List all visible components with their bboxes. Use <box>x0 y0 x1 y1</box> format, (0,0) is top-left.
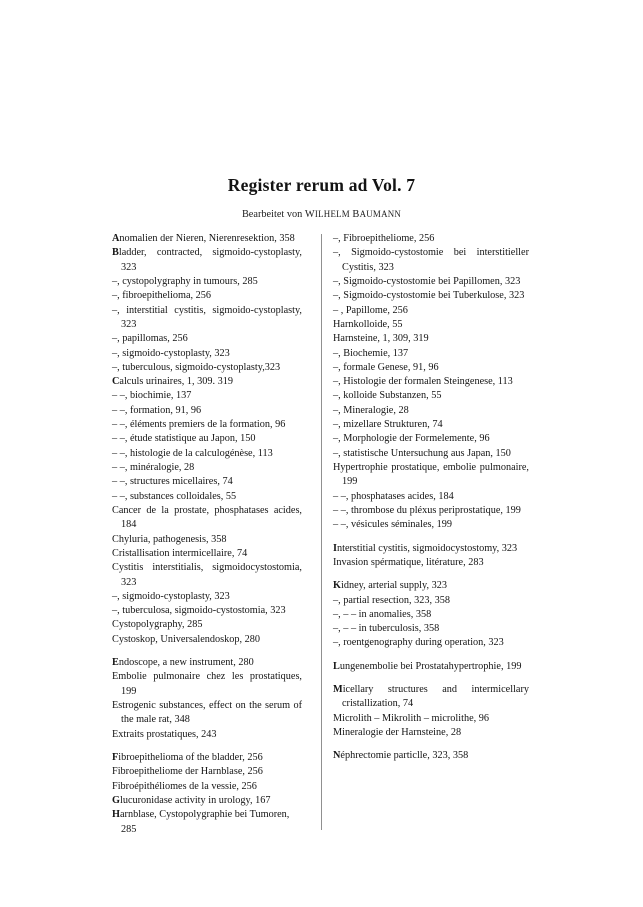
index-column-right <box>333 232 529 764</box>
index-entry: Fibroépithéliomes de la vessie, 256 <box>112 780 257 792</box>
index-entry: Extraits prostatiques, 243 <box>112 728 217 740</box>
entry-initial-letter: N <box>333 750 341 762</box>
index-entry: Harnsteine, 1, 309, 319 <box>333 333 429 345</box>
index-entry: –, Mineralogie, 28 <box>333 404 409 416</box>
index-entry: Cystoskop, Universalendoskop, 280 <box>112 633 261 645</box>
attribution-line <box>0 195 643 220</box>
index-entry: – –, éléments premiers de la formation, 96 <box>112 419 286 431</box>
entry-initial-letter: A <box>112 233 120 244</box>
index-column-left <box>112 232 302 837</box>
column-divider-rule <box>321 234 322 830</box>
page-title: Register rerum ad Vol. 7 <box>227 175 416 195</box>
author-last-rest: AUMANN <box>359 209 402 220</box>
entry-initial-letter: K <box>333 580 341 592</box>
index-entry: –, – – in tuberculosis, 358 <box>333 623 440 635</box>
index-entry: –, roentgenography during operation, 323 <box>333 637 504 649</box>
index-entry: Cristallisation intermicellaire, 74 <box>112 547 248 559</box>
index-entry: Endoscope, a new instrument, 280 <box>112 657 254 669</box>
index-entry: –, Morphologie der Formelemente, 96 <box>333 433 490 445</box>
index-group-gap <box>333 674 529 683</box>
index-entry: Embolie pulmonaire chez les prostatiques, 199 <box>112 671 302 697</box>
index-entry: –, Fibroepitheliome, 256 <box>333 233 435 244</box>
entry-initial-letter: L <box>333 660 340 672</box>
index-entry: –, fibroepithelioma, 256 <box>112 290 212 302</box>
index-entry: Micellary structures and intermicellary cristallization, 74 <box>333 684 529 710</box>
index-entry: Estrogenic substances, effect on the serum of the male rat, 348 <box>112 700 302 726</box>
index-entry: Invasion spérmatique, litérature, 283 <box>333 556 484 568</box>
index-entry: –, statistische Untersuchung aus Japan, 150 <box>333 447 511 459</box>
index-entry: – –, étude statistique au Japon, 150 <box>112 433 256 445</box>
index-entry: –, – – in anomalies, 358 <box>333 608 432 620</box>
entry-initial-letter: B <box>112 247 119 259</box>
index-entry: Kidney, arterial supply, 323 <box>333 580 447 592</box>
entry-initial-letter: M <box>333 684 343 696</box>
index-entry: –, formale Genese, 91, 96 <box>333 361 439 373</box>
index-entry: Interstitial cystitis, sigmoidocystostomy, 323 <box>333 542 518 554</box>
index-group-gap <box>333 740 529 749</box>
index-entry: – –, formation, 91, 96 <box>112 404 202 416</box>
index-entry: Fibroepitheliome der Harnblase, 256 <box>112 766 263 778</box>
index-entry: –, Biochemie, 137 <box>333 347 409 359</box>
index-entry: –, kolloide Substanzen, 55 <box>333 390 442 402</box>
index-entry: Harnkolloide, 55 <box>333 318 403 330</box>
attribution-prefix: Bearbeitet von <box>241 209 303 221</box>
index-entry: Microlith – Mikrolith – microlithe, 96 <box>333 712 490 724</box>
index-entry: – –, structures micellaires, 74 <box>112 476 233 488</box>
index-entry: – –, phosphatases acides, 184 <box>333 490 454 502</box>
index-entry: Glucuronidase activity in urology, 167 <box>112 794 271 806</box>
index-group-gap <box>333 570 529 579</box>
index-entry: Chyluria, pathogenesis, 358 <box>112 533 227 545</box>
index-entry: Cancer de la prostate, phosphatases acides, 184 <box>112 504 302 531</box>
index-entry: Cystitis interstitialis, sigmoidocystostomia, 323 <box>112 562 302 588</box>
index-entry: –, tuberculous, sigmoido-cystoplasty,323 <box>112 361 281 373</box>
index-entry: Lungenembolie bei Prostatahypertrophie, 199 <box>333 660 522 672</box>
index-entry: –, Histologie der formalen Steingenese, 113 <box>333 376 513 388</box>
index-entry: –, sigmoido-cystoplasty, 323 <box>112 347 230 359</box>
index-entry: – –, histologie de la calculogénèse, 113 <box>112 447 273 459</box>
index-entry: –, Sigmoido-cystostomie bei Tuberkulose, 323 <box>333 290 525 302</box>
index-entry: –, tuberculosa, sigmoido-cystostomia, 323 <box>112 605 286 617</box>
index-entry: Mineralogie der Harnsteine, 28 <box>333 727 462 738</box>
index-entry: –, Sigmoido-cystostomie bei interstitieller Cystitis, 323 <box>333 247 529 273</box>
entry-initial-letter: F <box>112 751 119 763</box>
index-entry: Hypertrophie prostatique, embolie pulmonaire, 199 <box>333 462 529 488</box>
author-name <box>305 209 401 219</box>
index-entry: – –, minéralogie, 28 <box>112 462 195 473</box>
entry-initial-letter: G <box>112 794 120 806</box>
index-entry: Anomalien der Nieren, Nierenresektion, 358 <box>112 233 295 244</box>
index-entry: Fibroepithelioma of the bladder, 256 <box>112 751 263 763</box>
index-entry: –, papillomas, 256 <box>112 333 188 345</box>
index-group-gap <box>333 533 529 542</box>
author-first-initial: W <box>304 209 315 221</box>
index-entry: Harnblase, Cystopolygraphie bei Tumoren, 285 <box>112 809 290 835</box>
index-entry: Bladder, contracted, sigmoido-cystoplasty, 323 <box>112 247 302 273</box>
index-entry: –, partial resection, 323, 358 <box>333 594 450 606</box>
index-entry: Néphrectomie particlle, 323, 358 <box>333 750 469 762</box>
index-group-gap <box>333 651 529 660</box>
index-entry: – –, biochimie, 137 <box>112 390 192 402</box>
entry-initial-letter: I <box>333 542 337 554</box>
index-entry: – –, thrombose du pléxus periprostatique, 199 <box>333 504 521 516</box>
index-group-gap <box>112 647 302 656</box>
index-entry: Calculs urinaires, 1, 309. 319 <box>112 376 233 388</box>
index-entry: – , Papillome, 256 <box>333 304 408 316</box>
index-entry: – –, substances colloidales, 55 <box>112 490 237 502</box>
page-heading <box>0 176 643 221</box>
index-entry: –, Sigmoido-cystostomie bei Papillomen, 323 <box>333 275 521 287</box>
entry-initial-letter: E <box>112 657 119 669</box>
entry-initial-letter: C <box>112 376 120 388</box>
index-entry: – –, vésicules séminales, 199 <box>333 519 452 531</box>
index-entry: –, sigmoido-cystoplasty, 323 <box>112 590 230 602</box>
author-last-initial: B <box>352 209 360 221</box>
index-entry: –, interstitial cystitis, sigmoido-cystoplasty, 323 <box>112 304 302 330</box>
index-entry: –, mizellare Strukturen, 74 <box>333 419 443 431</box>
entry-initial-letter: H <box>112 809 120 821</box>
author-first-rest: ILHELM <box>314 209 350 220</box>
index-entry: –, cystopolygraphy in tumours, 285 <box>112 275 258 287</box>
index-entry: Cystopolygraphy, 285 <box>112 619 203 631</box>
index-group-gap <box>112 742 302 751</box>
